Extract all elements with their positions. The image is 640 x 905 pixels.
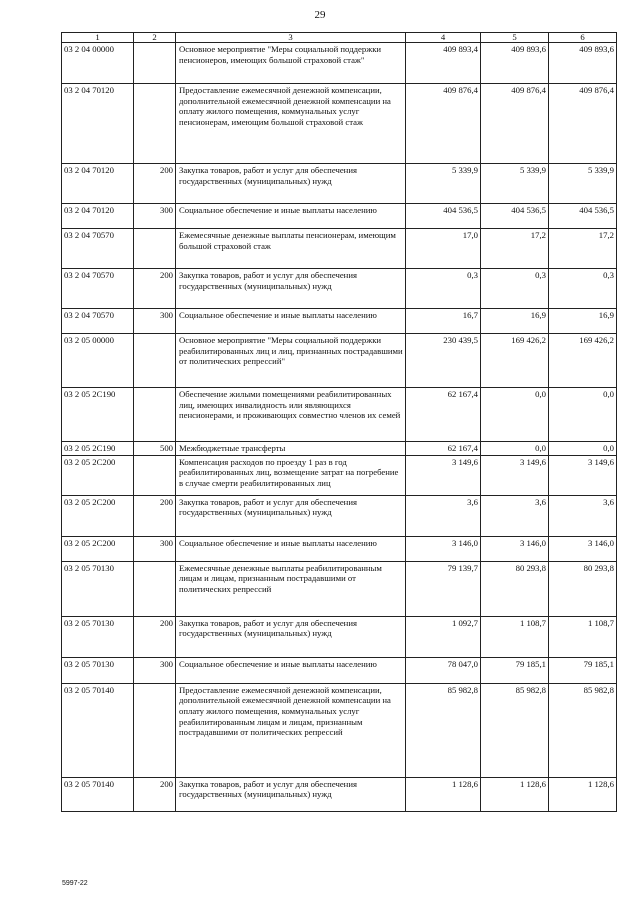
- table-row: [62, 334, 617, 388]
- expense-type-cell: 200: [134, 777, 176, 811]
- budget-code-cell: 03 2 05 2С200: [62, 495, 134, 536]
- item-name-cell: Компенсация расходов по проезду 1 раз в год реабилитированных лиц, возмещение затрат на погребение в случае смерти реабилитированных лиц: [176, 455, 406, 495]
- budget-code-cell: 03 2 05 70130: [62, 616, 134, 657]
- amount-cell-col6: 0,0: [549, 388, 617, 442]
- column-header: 6: [549, 33, 617, 43]
- page-number: 29: [314, 9, 326, 21]
- expense-type-cell: [134, 561, 176, 616]
- expense-type-cell: 300: [134, 657, 176, 683]
- amount-cell-col6: 79 185,1: [549, 657, 617, 683]
- amount-cell-col4: 78 047,0: [406, 657, 481, 683]
- amount-cell-col4: 409 876,4: [406, 84, 481, 164]
- amount-cell-col6: 3 149,6: [549, 455, 617, 495]
- amount-cell-col4: 1 092,7: [406, 616, 481, 657]
- table-row: [62, 657, 617, 683]
- expense-type-cell: [134, 84, 176, 164]
- table-row: [62, 388, 617, 442]
- amount-cell-col6: 1 108,7: [549, 616, 617, 657]
- budget-code-cell: 03 2 05 70130: [62, 561, 134, 616]
- amount-cell-col4: 409 893,4: [406, 43, 481, 84]
- amount-cell-col4: 85 982,8: [406, 683, 481, 777]
- amount-cell-col5: 3 146,0: [481, 536, 549, 561]
- budget-code-cell: 03 2 04 00000: [62, 43, 134, 84]
- amount-cell-col4: 1 128,6: [406, 777, 481, 811]
- amount-cell-col4: 17,0: [406, 229, 481, 269]
- amount-cell-col5: 0,0: [481, 388, 549, 442]
- expense-type-cell: 300: [134, 204, 176, 229]
- table-row: [62, 683, 617, 777]
- amount-cell-col5: 3 149,6: [481, 455, 549, 495]
- amount-cell-col5: 1 128,6: [481, 777, 549, 811]
- item-name-cell: Ежемесячные денежные выплаты пенсионерам, имеющим большой страховой стаж: [176, 229, 406, 269]
- expense-type-cell: 300: [134, 309, 176, 334]
- amount-cell-col6: 0,0: [549, 442, 617, 456]
- table-row: [62, 204, 617, 229]
- amount-cell-col5: 0,0: [481, 442, 549, 456]
- budget-code-cell: 03 2 05 70130: [62, 657, 134, 683]
- table-row: [62, 84, 617, 164]
- amount-cell-col5: 17,2: [481, 229, 549, 269]
- item-name-cell: Основное мероприятие "Меры социальной поддержки реабилитированных лиц и лиц, признанных пострадавшими от политических репрессий": [176, 334, 406, 388]
- table-row: [62, 561, 617, 616]
- budget-code-cell: 03 2 05 70140: [62, 777, 134, 811]
- amount-cell-col5: 1 108,7: [481, 616, 549, 657]
- expense-type-cell: 300: [134, 536, 176, 561]
- amount-cell-col6: 5 339,9: [549, 164, 617, 204]
- budget-code-cell: 03 2 04 70120: [62, 84, 134, 164]
- item-name-cell: Обеспечение жилыми помещениями реабилитированных лиц, имеющих инвалидность или являющихся пенсионерами, и проживающих совместно членов их семей: [176, 388, 406, 442]
- expense-type-cell: 200: [134, 269, 176, 309]
- item-name-cell: Социальное обеспечение и иные выплаты населению: [176, 309, 406, 334]
- budget-code-cell: 03 2 05 70140: [62, 683, 134, 777]
- amount-cell-col5: 80 293,8: [481, 561, 549, 616]
- table-row: [62, 442, 617, 456]
- budget-code-cell: 03 2 04 70570: [62, 309, 134, 334]
- amount-cell-col6: 80 293,8: [549, 561, 617, 616]
- item-name-cell: Закупка товаров, работ и услуг для обеспечения государственных (муниципальных) нужд: [176, 495, 406, 536]
- expense-type-cell: [134, 683, 176, 777]
- column-header: 1: [62, 33, 134, 43]
- document-footer-code: 5997-22: [62, 880, 88, 887]
- amount-cell-col4: 5 339,9: [406, 164, 481, 204]
- amount-cell-col4: 16,7: [406, 309, 481, 334]
- amount-cell-col4: 62 167,4: [406, 388, 481, 442]
- item-name-cell: Межбюджетные трансферты: [176, 442, 406, 456]
- budget-code-cell: 03 2 05 2С200: [62, 536, 134, 561]
- item-name-cell: Предоставление ежемесячной денежной компенсации, дополнительной ежемесячной денежной компенсации на оплату жилого помещения, коммунальных услуг реабилитированным лицам и лицам, признанным пострадавшими от политических репрессий: [176, 683, 406, 777]
- amount-cell-col5: 409 876,4: [481, 84, 549, 164]
- amount-cell-col6: 16,9: [549, 309, 617, 334]
- item-name-cell: Основное мероприятие "Меры социальной поддержки пенсионеров, имеющих большой страховой стаж": [176, 43, 406, 84]
- amount-cell-col4: 3 146,0: [406, 536, 481, 561]
- budget-table: [61, 32, 617, 812]
- expense-type-cell: [134, 229, 176, 269]
- expense-type-cell: 200: [134, 616, 176, 657]
- budget-code-cell: 03 2 04 70570: [62, 229, 134, 269]
- table-row: [62, 229, 617, 269]
- column-header: 2: [134, 33, 176, 43]
- amount-cell-col6: 409 876,4: [549, 84, 617, 164]
- amount-cell-col6: 169 426,2: [549, 334, 617, 388]
- item-name-cell: Закупка товаров, работ и услуг для обеспечения государственных (муниципальных) нужд: [176, 269, 406, 309]
- amount-cell-col6: 1 128,6: [549, 777, 617, 811]
- budget-code-cell: 03 2 05 2С190: [62, 388, 134, 442]
- item-name-cell: Закупка товаров, работ и услуг для обеспечения государственных (муниципальных) нужд: [176, 777, 406, 811]
- expense-type-cell: [134, 455, 176, 495]
- item-name-cell: Закупка товаров, работ и услуг для обеспечения государственных (муниципальных) нужд: [176, 616, 406, 657]
- amount-cell-col4: 230 439,5: [406, 334, 481, 388]
- expense-type-cell: [134, 334, 176, 388]
- amount-cell-col4: 404 536,5: [406, 204, 481, 229]
- item-name-cell: Предоставление ежемесячной денежной компенсации, дополнительной ежемесячной денежной компенсации на оплату жилого помещения, коммунальных услуг пенсионерам, имеющим большой страховой стаж: [176, 84, 406, 164]
- amount-cell-col6: 3,6: [549, 495, 617, 536]
- table-row: [62, 164, 617, 204]
- table-row: [62, 536, 617, 561]
- amount-cell-col4: 3,6: [406, 495, 481, 536]
- amount-cell-col5: 3,6: [481, 495, 549, 536]
- amount-cell-col6: 404 536,5: [549, 204, 617, 229]
- item-name-cell: Ежемесячные денежные выплаты реабилитированным лицам и лицам, признанным пострадавшими от политических репрессий: [176, 561, 406, 616]
- amount-cell-col5: 85 982,8: [481, 683, 549, 777]
- budget-code-cell: 03 2 04 70120: [62, 164, 134, 204]
- table-row: [62, 269, 617, 309]
- table-row: [62, 455, 617, 495]
- table-row: [62, 616, 617, 657]
- column-header: 5: [481, 33, 549, 43]
- amount-cell-col6: 409 893,6: [549, 43, 617, 84]
- amount-cell-col6: 0,3: [549, 269, 617, 309]
- amount-cell-col6: 3 146,0: [549, 536, 617, 561]
- budget-code-cell: 03 2 04 70570: [62, 269, 134, 309]
- table-row: [62, 309, 617, 334]
- budget-code-cell: 03 2 04 70120: [62, 204, 134, 229]
- column-number-row: [62, 33, 617, 43]
- item-name-cell: Социальное обеспечение и иные выплаты населению: [176, 536, 406, 561]
- amount-cell-col5: 404 536,5: [481, 204, 549, 229]
- amount-cell-col5: 409 893,6: [481, 43, 549, 84]
- item-name-cell: Закупка товаров, работ и услуг для обеспечения государственных (муниципальных) нужд: [176, 164, 406, 204]
- budget-code-cell: 03 2 05 00000: [62, 334, 134, 388]
- amount-cell-col5: 16,9: [481, 309, 549, 334]
- amount-cell-col4: 0,3: [406, 269, 481, 309]
- amount-cell-col4: 3 149,6: [406, 455, 481, 495]
- amount-cell-col4: 62 167,4: [406, 442, 481, 456]
- table-body: [62, 43, 617, 812]
- expense-type-cell: 200: [134, 495, 176, 536]
- expense-type-cell: 200: [134, 164, 176, 204]
- item-name-cell: Социальное обеспечение и иные выплаты населению: [176, 204, 406, 229]
- amount-cell-col4: 79 139,7: [406, 561, 481, 616]
- amount-cell-col5: 79 185,1: [481, 657, 549, 683]
- amount-cell-col6: 85 982,8: [549, 683, 617, 777]
- expense-type-cell: [134, 388, 176, 442]
- table-row: [62, 777, 617, 811]
- table-row: [62, 43, 617, 84]
- column-header: 3: [176, 33, 406, 43]
- expense-type-cell: 500: [134, 442, 176, 456]
- amount-cell-col5: 169 426,2: [481, 334, 549, 388]
- amount-cell-col5: 0,3: [481, 269, 549, 309]
- budget-code-cell: 03 2 05 2С200: [62, 455, 134, 495]
- amount-cell-col6: 17,2: [549, 229, 617, 269]
- budget-code-cell: 03 2 05 2С190: [62, 442, 134, 456]
- column-header: 4: [406, 33, 481, 43]
- expense-type-cell: [134, 43, 176, 84]
- table-row: [62, 495, 617, 536]
- amount-cell-col5: 5 339,9: [481, 164, 549, 204]
- item-name-cell: Социальное обеспечение и иные выплаты населению: [176, 657, 406, 683]
